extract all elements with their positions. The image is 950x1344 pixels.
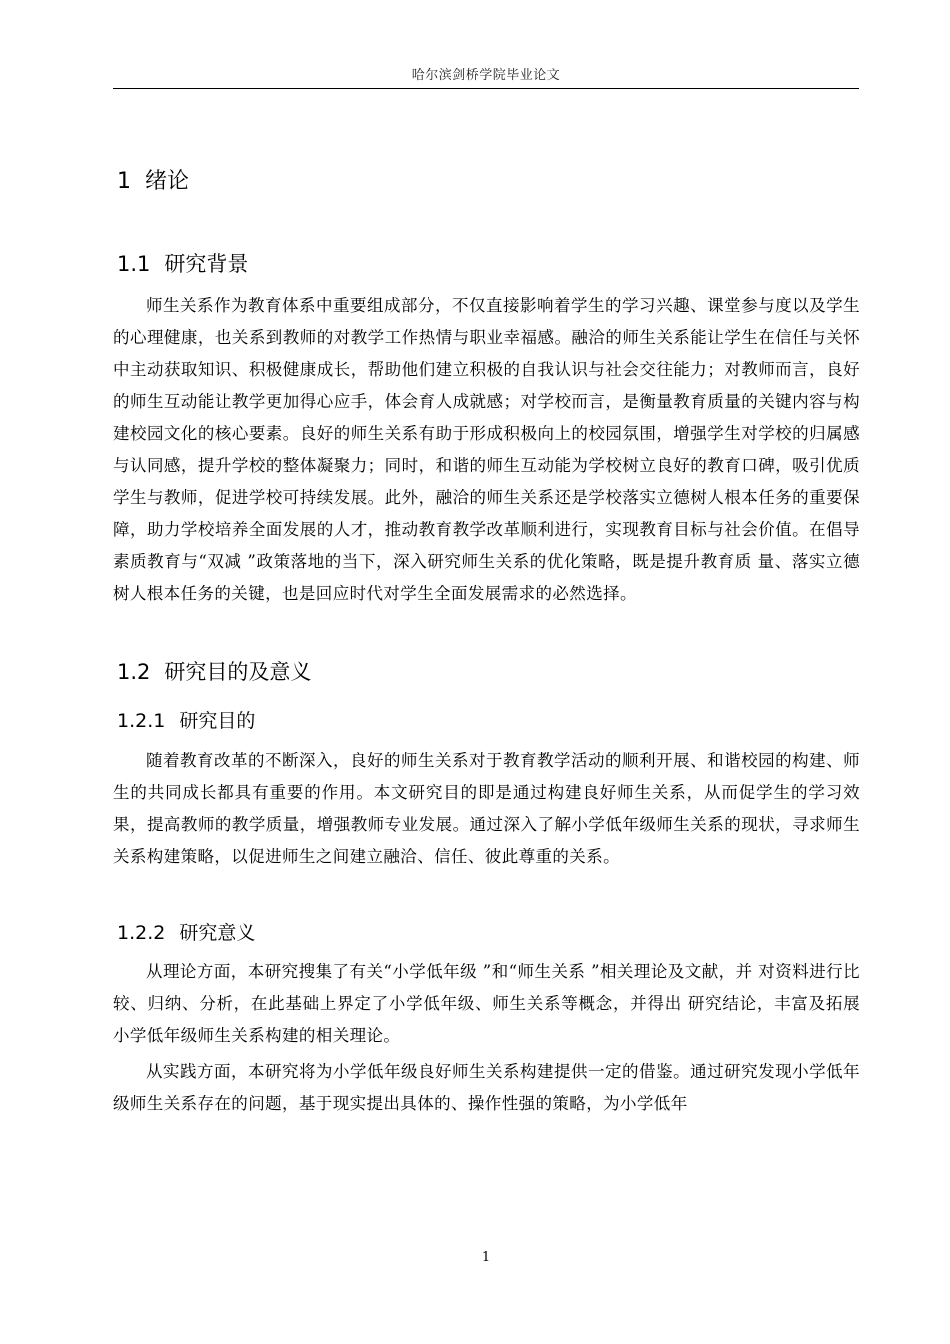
chapter-heading [117, 164, 189, 195]
chapter-title: 绪论 [145, 169, 190, 194]
section-number: 1.1 [117, 252, 151, 276]
paragraph-purpose: 随着教育改革的不断深入，良好的师生关系对于教育教学活动的顺利开展、和谐校园的构建、师生的共同成长都具有重要的作用。本文研究目的即是通过构建良好师生关系，从而促学生的学习效果，提高教师的教学质量，增强教师专业发展。通过深入了解小学低年级师生关系的现状，寻求师生关系构建策略，以促进师生之间建立融洽、信任、彼此尊重的关系。 [113, 751, 860, 866]
section-heading-purpose-significance [117, 656, 311, 686]
section-title: 研究背景 [164, 252, 249, 276]
page-header: 哈尔滨剑桥学院毕业论文 [411, 68, 561, 83]
section-title: 研究目的及意义 [164, 660, 312, 684]
section-number: 1.2 [117, 660, 151, 684]
subsection-heading-purpose [117, 706, 255, 733]
chapter-number: 1 [117, 169, 131, 194]
paragraph-background: 师生关系作为教育体系中重要组成部分，不仅直接影响着学生的学习兴趣、课堂参与度以及学生的心理健康，也关系到教师的对教学工作热情与职业幸福感。融洽的师生关系能让学生在信任与关怀中主动获取知识、积极健康成长，帮助他们建立积极的自我认识与社会交往能力；对教师而言，良好的师生互动能让教学更加得心应手，体会育人成就感；对学校而言，是衡量教育质量的关键内容与构建校园文化的核心要素。良好的师生关系有助于形成积极向上的校园氛围，增强学生对学校的归属感与认同感，提升学校的整体凝聚力；同时，和谐的师生互动能为学校树立良好的教育口碑，吸引优质学生与教师，促进学校可持续发展。此外，融洽的师生关系还是学校落实立德树人根本任务的重要保障，助力学校培养全面发展的人才，推动教育教学改革顺利进行，实现教育目标与社会价值。在倡导素质教育与“双减 ”政策落地的当下，深入研究师生关系的优化策略，既是提升教育质 量、落实立德树人根本任务的关键，也是回应时代对学生全面发展需求的必然选择。 [113, 296, 860, 603]
subsection-number: 1.2.1 [117, 710, 166, 732]
subsection-number: 1.2.2 [117, 922, 166, 944]
header-rule [113, 88, 859, 89]
section-heading-background [117, 248, 248, 278]
subsection-title: 研究目的 [179, 710, 256, 732]
paragraph-significance-theory: 从理论方面，本研究搜集了有关“小学低年级 ”和“师生关系 ”相关理论及文献，并 对资料进行比较、归纳、分析，在此基础上界定了小学低年级、师生关系等概念，并得出 研究结论，丰富及拓展小学低年级师生关系构建的相关理论。 [113, 962, 860, 1045]
page-number: 1 [481, 1250, 491, 1265]
subsection-title: 研究意义 [179, 922, 256, 944]
subsection-heading-significance [117, 918, 255, 945]
paragraph-significance-practice: 从实践方面，本研究将为小学低年级良好师生关系构建提供一定的借鉴。通过研究发现小学低年级师生关系存在的问题，基于现实提出具体的、操作性强的策略，为小学低年 [113, 1062, 860, 1113]
